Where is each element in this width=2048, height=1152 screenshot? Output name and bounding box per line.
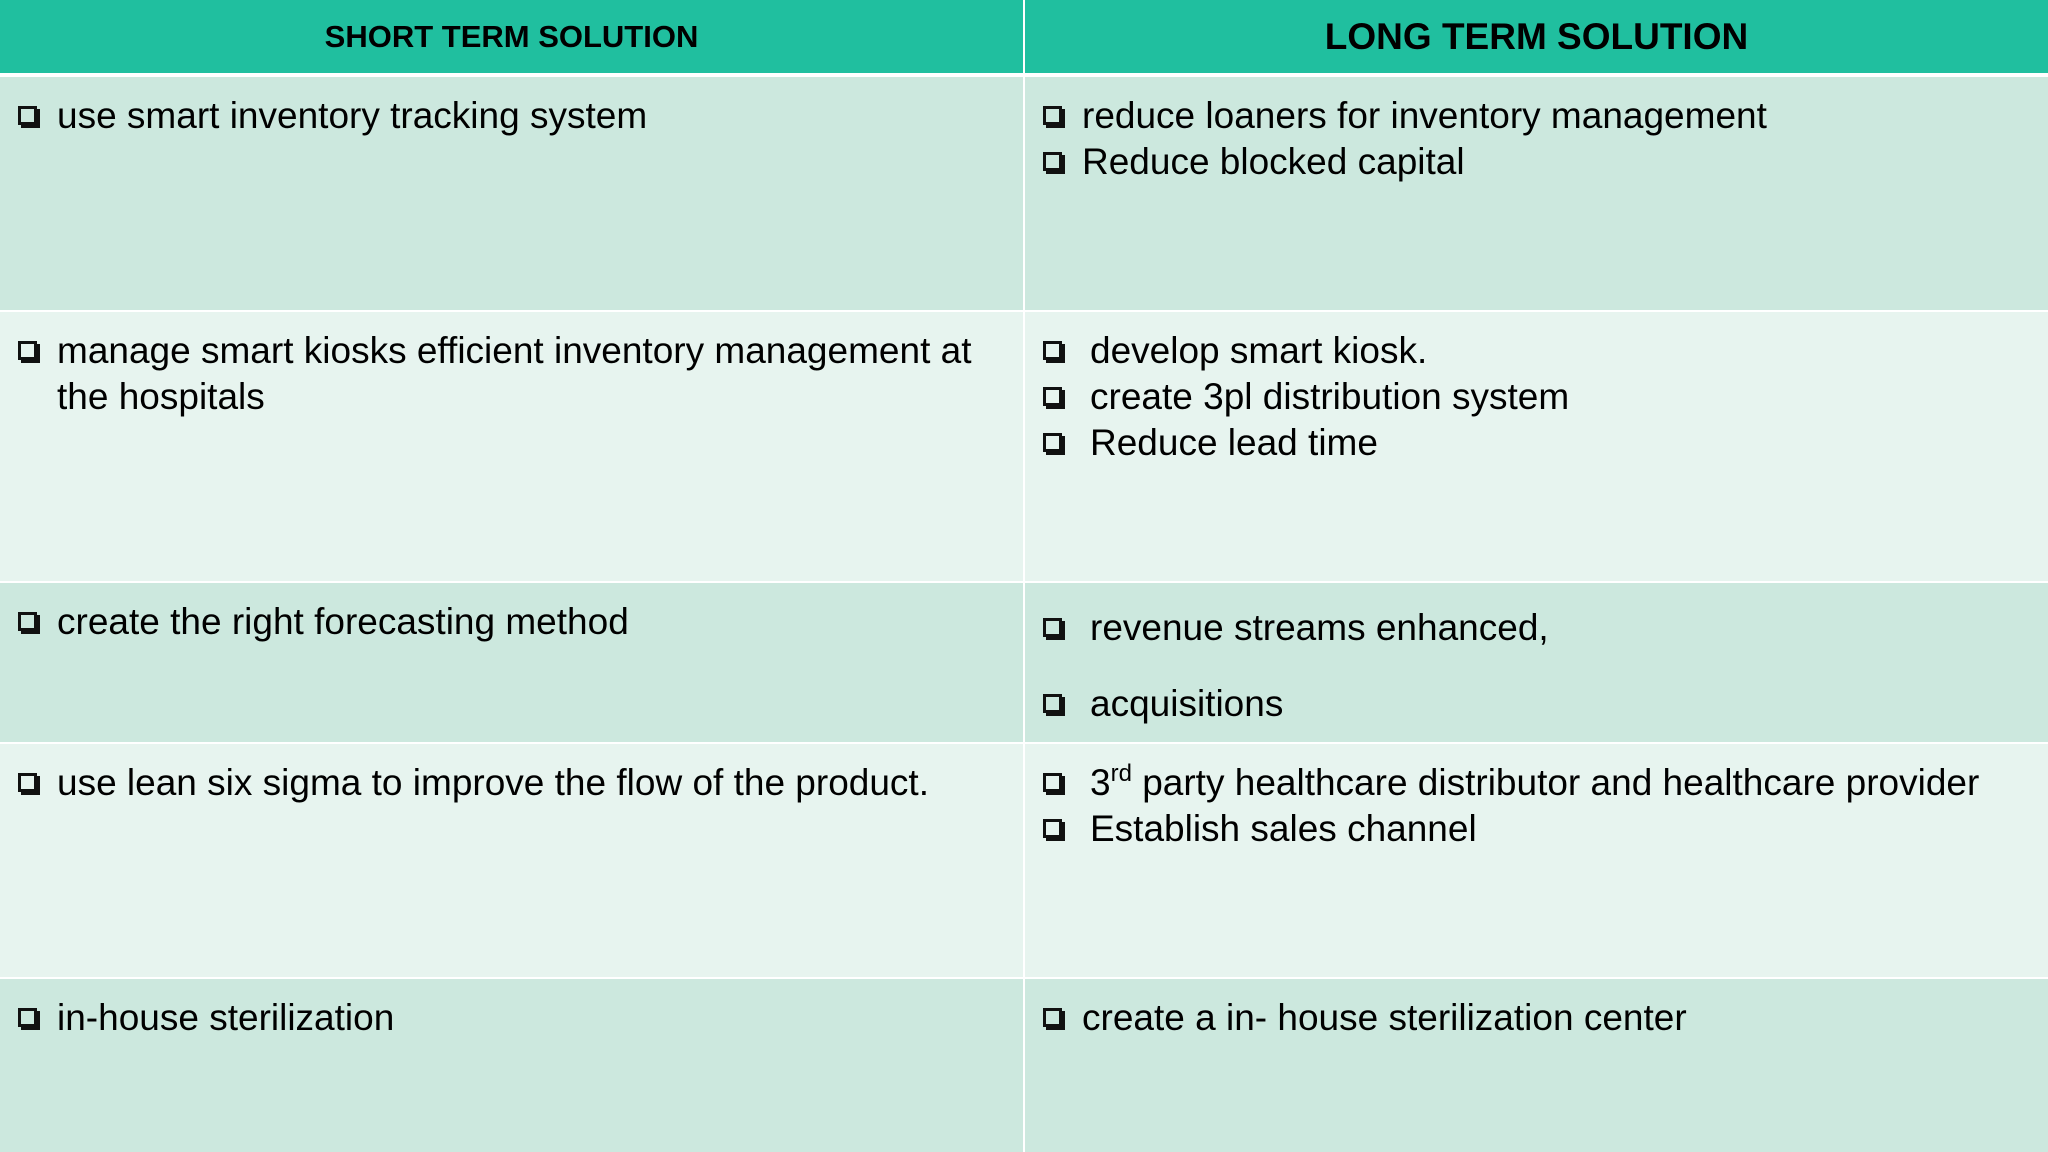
list-item: in-house sterilization <box>18 995 1011 1041</box>
row-4-short-cell <box>0 742 1025 977</box>
row-3-short-list <box>18 599 1011 645</box>
header-short-term-label: SHORT TERM SOLUTION <box>324 18 699 54</box>
ordinal-suffix: rd <box>1110 760 1132 787</box>
list-item <box>1043 760 2036 806</box>
row-1-short-list <box>18 93 1011 139</box>
list-item: Reduce lead time <box>1043 420 2036 466</box>
row-3-long-list <box>1043 605 2036 727</box>
row-3-long-cell <box>1025 581 2048 742</box>
row-4-long-cell <box>1025 742 2048 977</box>
header-short-term <box>0 0 1025 77</box>
row-5-long-cell <box>1025 977 2048 1152</box>
checkbox-bullet-icon <box>1043 694 1062 713</box>
ordinal-number: 3 <box>1090 762 1111 803</box>
row-1-long-cell <box>1025 77 2048 310</box>
checkbox-bullet-icon <box>1043 618 1062 637</box>
row-1-short-cell <box>0 77 1025 310</box>
list-item: develop smart kiosk. <box>1043 328 2036 374</box>
list-item-text-rest: party healthcare distributor and healthcare provider <box>1131 762 1980 803</box>
row-2-short-cell <box>0 310 1025 581</box>
checkbox-bullet-icon <box>1043 152 1062 171</box>
row-4-long-list <box>1043 760 2036 852</box>
checkbox-bullet-icon <box>18 1008 37 1027</box>
list-item: create a in- house sterilization center <box>1043 995 2036 1041</box>
row-2-short-list <box>18 328 1011 420</box>
list-item: Establish sales channel <box>1043 806 2036 852</box>
checkbox-bullet-icon <box>18 612 37 631</box>
row-2-long-cell <box>1025 310 2048 581</box>
row-3-short-cell <box>0 581 1025 742</box>
checkbox-bullet-icon <box>1043 341 1062 360</box>
list-item: use smart inventory tracking system <box>18 93 1011 139</box>
list-item-text <box>1090 760 2036 806</box>
list-item: manage smart kiosks efficient inventory management at the hospitals <box>18 328 1011 420</box>
list-item: create the right forecasting method <box>18 599 1011 645</box>
list-item: Reduce blocked capital <box>1043 139 2036 185</box>
checkbox-bullet-icon <box>1043 1008 1062 1027</box>
header-long-term <box>1025 0 2048 77</box>
checkbox-bullet-icon <box>1043 773 1062 792</box>
row-1-long-list <box>1043 93 2036 185</box>
list-item: create 3pl distribution system <box>1043 374 2036 420</box>
list-item: acquisitions <box>1043 681 2036 727</box>
row-5-long-list <box>1043 995 2036 1041</box>
checkbox-bullet-icon <box>1043 819 1062 838</box>
list-item: reduce loaners for inventory management <box>1043 93 2036 139</box>
checkbox-bullet-icon <box>1043 387 1062 406</box>
row-5-short-list <box>18 995 1011 1041</box>
checkbox-bullet-icon <box>18 773 37 792</box>
checkbox-bullet-icon <box>1043 433 1062 452</box>
checkbox-bullet-icon <box>18 341 37 360</box>
row-4-short-list <box>18 760 1011 806</box>
list-item: revenue streams enhanced, <box>1043 605 2036 651</box>
row-2-long-list <box>1043 328 2036 466</box>
checkbox-bullet-icon <box>18 106 37 125</box>
header-long-term-label: LONG TERM SOLUTION <box>1324 15 1749 57</box>
row-5-short-cell <box>0 977 1025 1152</box>
checkbox-bullet-icon <box>1043 106 1062 125</box>
list-item: use lean six sigma to improve the flow of the product. <box>18 760 1011 806</box>
